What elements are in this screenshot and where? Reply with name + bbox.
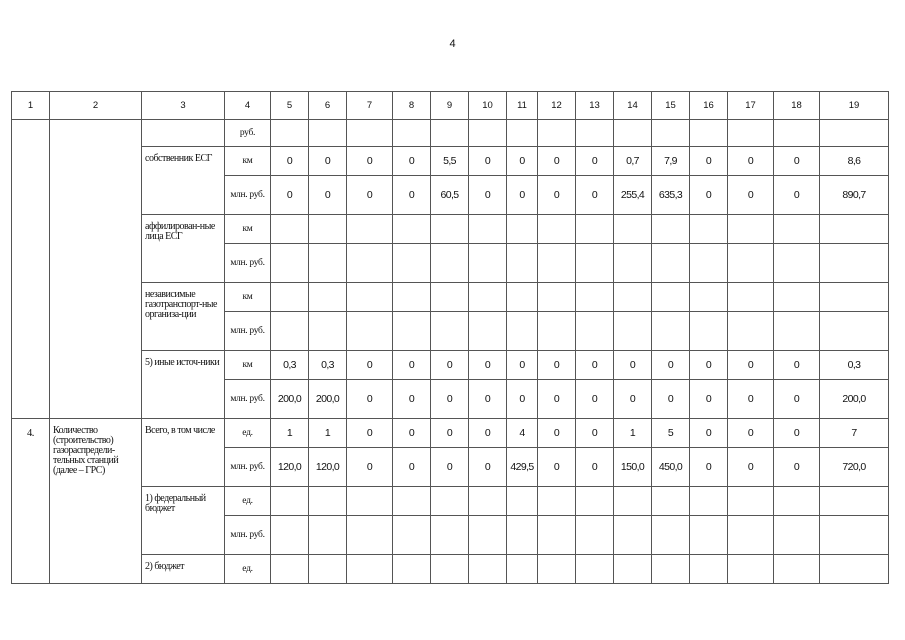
value-cell [690,215,728,244]
value-cell [469,283,507,312]
value-cell [576,516,614,555]
value-cell: 120,0 [309,448,347,487]
column-header: 1 [12,92,50,120]
value-cell: 0 [309,176,347,215]
value-cell [347,215,393,244]
value-cell: 0 [393,448,431,487]
value-cell: 4 [507,419,538,448]
value-cell: 0 [538,147,576,176]
value-cell [431,215,469,244]
value-cell: 450,0 [652,448,690,487]
unit-cell: млн. руб. [225,448,271,487]
unit-cell: ед. [225,555,271,584]
value-cell [614,244,652,283]
unit-cell: км [225,147,271,176]
column-header: 9 [431,92,469,120]
value-cell: 0 [469,419,507,448]
value-cell [652,120,690,147]
value-cell: 0,3 [309,351,347,380]
value-cell [507,244,538,283]
value-cell [774,487,820,516]
value-cell: 0 [576,147,614,176]
value-cell: 0 [614,380,652,419]
value-cell: 0,3 [271,351,309,380]
value-cell [507,120,538,147]
unit-cell: ед. [225,419,271,448]
value-cell [614,215,652,244]
value-cell [728,555,774,584]
value-cell: 200,0 [271,380,309,419]
value-cell: 635,3 [652,176,690,215]
value-cell [614,283,652,312]
value-cell [347,283,393,312]
value-cell: 0 [271,147,309,176]
unit-cell: км [225,283,271,312]
value-cell: 0 [538,380,576,419]
value-cell: 0 [507,380,538,419]
value-cell [507,215,538,244]
indicator-cell [50,120,142,419]
value-cell: 0 [690,351,728,380]
value-cell [652,283,690,312]
value-cell: 0 [431,351,469,380]
source-name: независимые газотранспорт-ные организа-ции [142,283,225,351]
column-header: 4 [225,92,271,120]
value-cell: 0 [576,351,614,380]
value-cell: 720,0 [820,448,889,487]
table-row [12,215,889,244]
value-cell [690,555,728,584]
value-cell [431,516,469,555]
value-cell: 0 [774,176,820,215]
value-cell [393,516,431,555]
value-cell [271,215,309,244]
value-cell [538,244,576,283]
value-cell [690,516,728,555]
value-cell [393,120,431,147]
value-cell [347,555,393,584]
value-cell [507,312,538,351]
value-cell [538,215,576,244]
value-cell [538,120,576,147]
value-cell: 0 [507,176,538,215]
value-cell: 0 [690,448,728,487]
value-cell [507,516,538,555]
value-cell: 0 [347,176,393,215]
column-header: 6 [309,92,347,120]
value-cell: 0 [507,351,538,380]
value-cell [690,283,728,312]
value-cell [431,312,469,351]
value-cell: 5,5 [431,147,469,176]
value-cell: 0 [538,448,576,487]
value-cell: 0 [728,419,774,448]
value-cell [652,487,690,516]
value-cell [820,487,889,516]
value-cell [271,555,309,584]
value-cell: 0 [652,351,690,380]
value-cell: 0 [347,419,393,448]
value-cell: 0 [576,380,614,419]
value-cell: 0 [347,351,393,380]
value-cell [820,120,889,147]
table-row [12,283,889,312]
value-cell: 890,7 [820,176,889,215]
value-cell [431,120,469,147]
value-cell [469,312,507,351]
value-cell [820,283,889,312]
value-cell [393,312,431,351]
unit-cell: км [225,351,271,380]
column-header: 17 [728,92,774,120]
value-cell [576,215,614,244]
value-cell: 8,6 [820,147,889,176]
value-cell [271,516,309,555]
value-cell: 0 [347,448,393,487]
value-cell: 0 [576,448,614,487]
value-cell [728,120,774,147]
value-cell: 0 [309,147,347,176]
value-cell [614,555,652,584]
value-cell [393,244,431,283]
value-cell [507,555,538,584]
value-cell [469,555,507,584]
value-cell: 0 [507,147,538,176]
value-cell [774,283,820,312]
value-cell: 0 [469,176,507,215]
value-cell [431,487,469,516]
source-cell [142,120,225,147]
table-row [12,351,889,380]
value-cell [820,516,889,555]
value-cell: 0 [271,176,309,215]
value-cell [728,516,774,555]
value-cell [469,120,507,147]
column-header: 12 [538,92,576,120]
value-cell [820,244,889,283]
value-cell [774,555,820,584]
table-row [12,419,889,448]
value-cell: 0 [347,147,393,176]
value-cell: 0 [469,448,507,487]
value-cell [728,487,774,516]
value-cell: 0 [538,176,576,215]
value-cell [728,244,774,283]
value-cell: 429,5 [507,448,538,487]
value-cell [614,516,652,555]
value-cell [774,516,820,555]
column-header: 18 [774,92,820,120]
value-cell [309,215,347,244]
value-cell: 0 [690,380,728,419]
value-cell [309,487,347,516]
value-cell [469,487,507,516]
value-cell: 0 [728,351,774,380]
value-cell: 0 [690,419,728,448]
section-index: 4. [12,419,50,584]
column-header: 2 [50,92,142,120]
value-cell [690,120,728,147]
column-header: 11 [507,92,538,120]
column-header: 14 [614,92,652,120]
value-cell [309,555,347,584]
value-cell: 0 [469,351,507,380]
value-cell: 0 [774,419,820,448]
data-table [11,91,889,584]
value-cell: 0 [690,147,728,176]
value-cell [309,244,347,283]
value-cell [309,120,347,147]
value-cell [347,487,393,516]
source-name: Всего, в том числе [142,419,225,487]
value-cell: 1 [614,419,652,448]
table-row [12,487,889,516]
value-cell: 0,3 [820,351,889,380]
value-cell [347,120,393,147]
value-cell [576,283,614,312]
value-cell [820,312,889,351]
value-cell [431,283,469,312]
value-cell [614,487,652,516]
source-name: аффилирован-ные лица ЕСГ [142,215,225,283]
value-cell: 0 [774,351,820,380]
value-cell [728,215,774,244]
value-cell: 1 [271,419,309,448]
unit-cell: млн. руб. [225,244,271,283]
value-cell [538,312,576,351]
value-cell [507,487,538,516]
value-cell [576,120,614,147]
value-cell [538,555,576,584]
value-cell [469,215,507,244]
value-cell [652,312,690,351]
column-header: 5 [271,92,309,120]
index-cell [12,120,50,419]
value-cell [393,555,431,584]
value-cell [347,516,393,555]
unit-cell: руб. [225,120,271,147]
value-cell: 0 [774,448,820,487]
value-cell [507,283,538,312]
value-cell [614,120,652,147]
value-cell [347,312,393,351]
column-header: 8 [393,92,431,120]
value-cell [431,555,469,584]
value-cell [774,312,820,351]
value-cell [690,312,728,351]
value-cell: 1 [309,419,347,448]
table-row [12,147,889,176]
section-title: Количество (строительство) газораспредели-тельных станций (далее – ГРС) [50,419,142,584]
value-cell: 0 [774,380,820,419]
value-cell: 0 [393,380,431,419]
value-cell [393,283,431,312]
value-cell: 0 [431,380,469,419]
value-cell [652,215,690,244]
value-cell: 200,0 [309,380,347,419]
table-row [12,120,889,147]
value-cell: 0 [393,419,431,448]
value-cell [271,312,309,351]
unit-cell: млн. руб. [225,176,271,215]
value-cell [431,244,469,283]
value-cell [652,516,690,555]
value-cell: 0 [774,147,820,176]
value-cell [774,215,820,244]
value-cell: 0 [690,176,728,215]
value-cell: 0 [576,176,614,215]
value-cell [774,244,820,283]
value-cell [538,516,576,555]
value-cell: 0 [469,380,507,419]
value-cell: 0 [469,147,507,176]
value-cell [271,487,309,516]
value-cell [393,215,431,244]
header-row [12,92,889,120]
value-cell [820,215,889,244]
source-name: собственник ЕСГ [142,147,225,215]
value-cell [309,516,347,555]
value-cell [538,283,576,312]
value-cell [774,120,820,147]
value-cell: 255,4 [614,176,652,215]
unit-cell: млн. руб. [225,380,271,419]
value-cell: 0 [728,176,774,215]
table-body [12,92,889,584]
source-name: 5) иные источ-ники [142,351,225,419]
value-cell: 0 [728,380,774,419]
column-header: 13 [576,92,614,120]
value-cell [728,283,774,312]
value-cell [690,244,728,283]
value-cell [576,244,614,283]
unit-cell: млн. руб. [225,312,271,351]
value-cell [271,283,309,312]
value-cell: 0 [538,351,576,380]
value-cell [271,120,309,147]
value-cell: 0 [431,448,469,487]
source-name: 2) бюджет [142,555,225,584]
value-cell: 0 [393,147,431,176]
value-cell: 0 [393,176,431,215]
value-cell [652,244,690,283]
value-cell [576,487,614,516]
value-cell: 0 [728,147,774,176]
value-cell [690,487,728,516]
page-number: 4 [449,38,456,50]
value-cell [728,312,774,351]
value-cell [271,244,309,283]
value-cell: 0 [393,351,431,380]
column-header: 15 [652,92,690,120]
value-cell [469,516,507,555]
value-cell [347,244,393,283]
unit-cell: ед. [225,487,271,516]
unit-cell: млн. руб. [225,516,271,555]
value-cell: 0 [538,419,576,448]
value-cell [576,312,614,351]
value-cell [614,312,652,351]
table-row [12,555,889,584]
column-header: 3 [142,92,225,120]
value-cell: 7 [820,419,889,448]
value-cell [309,283,347,312]
column-header: 16 [690,92,728,120]
unit-cell: км [225,215,271,244]
value-cell: 5 [652,419,690,448]
value-cell [469,244,507,283]
value-cell [393,487,431,516]
value-cell: 0 [431,419,469,448]
value-cell: 7,9 [652,147,690,176]
value-cell: 200,0 [820,380,889,419]
value-cell [820,555,889,584]
value-cell: 60,5 [431,176,469,215]
value-cell: 0 [347,380,393,419]
value-cell [538,487,576,516]
value-cell: 0 [576,419,614,448]
value-cell: 0 [614,351,652,380]
column-header: 10 [469,92,507,120]
column-header: 7 [347,92,393,120]
value-cell [652,555,690,584]
value-cell: 0,7 [614,147,652,176]
value-cell: 0 [728,448,774,487]
value-cell [309,312,347,351]
column-header: 19 [820,92,889,120]
value-cell: 150,0 [614,448,652,487]
value-cell [576,555,614,584]
value-cell: 120,0 [271,448,309,487]
value-cell: 0 [652,380,690,419]
source-name: 1) федеральный бюджет [142,487,225,555]
